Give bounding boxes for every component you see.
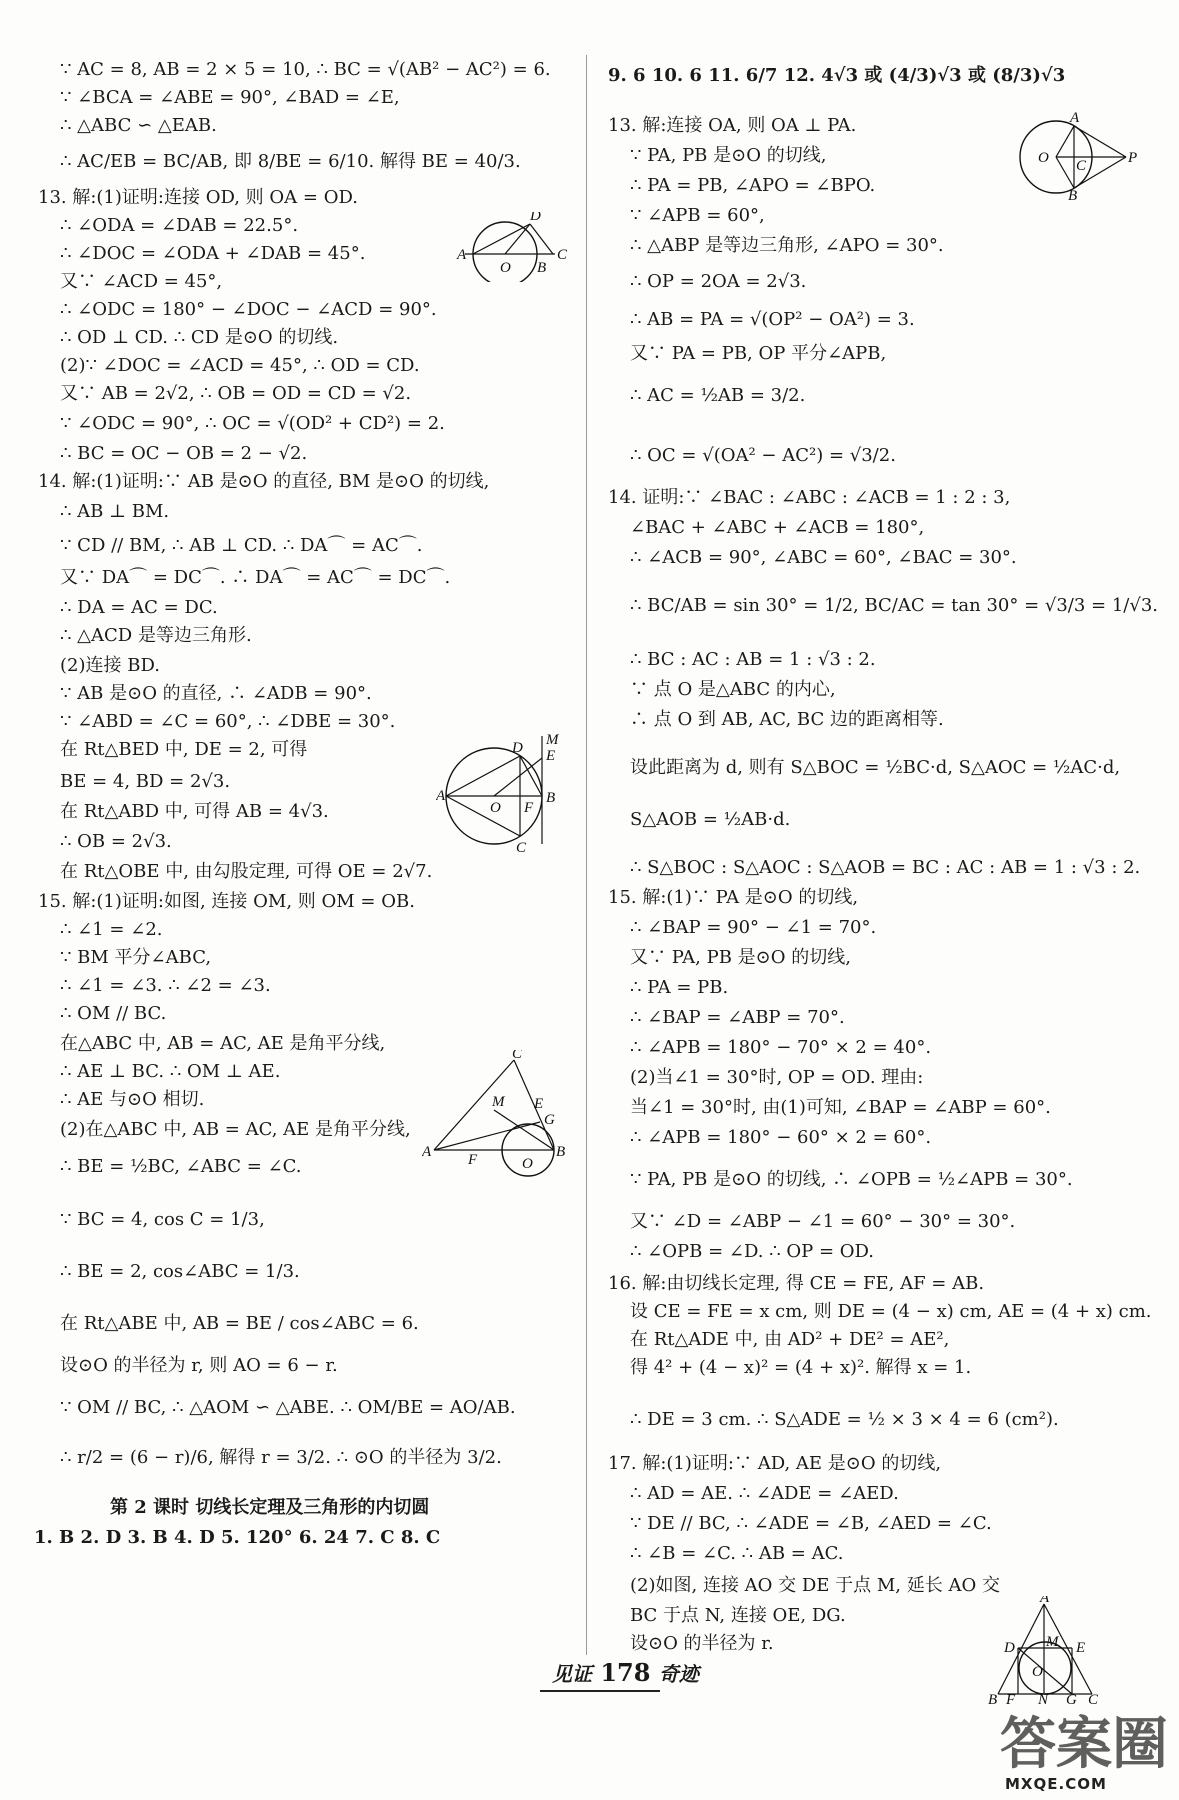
figure-17-right	[988, 1596, 1108, 1710]
text-line: 在 Rt△ADE 中, 由 AD² + DE² = AE²,	[630, 1329, 950, 1350]
figure-label: B	[556, 1144, 566, 1160]
text-line: 在 Rt△BED 中, DE = 2, 可得	[60, 739, 308, 760]
text-line: ∴ ∠APB = 180° − 60° × 2 = 60°.	[630, 1127, 932, 1148]
text-line: ∴ ∠1 = ∠2.	[60, 919, 163, 940]
figure-label: B	[537, 260, 547, 276]
text-line: (2)连接 BD.	[60, 655, 160, 676]
watermark-logo: 答案圈	[1000, 1712, 1168, 1777]
text-line: ∴ AB = PA = √(OP² − OA²) = 3.	[630, 309, 915, 330]
text-line: ∴ ∠DOC = ∠ODA + ∠DAB = 45°.	[60, 243, 366, 264]
text-line: (2)∵ ∠DOC = ∠ACD = 45°, ∴ OD = CD.	[60, 355, 420, 376]
text-line: ∴ ∠1 = ∠3. ∴ ∠2 = ∠3.	[60, 975, 271, 996]
text-line: ∴ AD = AE. ∴ ∠ADE = ∠AED.	[630, 1483, 899, 1504]
text-line: ∴ OM // BC.	[60, 1003, 167, 1024]
text-line: 14. 证明:∵ ∠BAC : ∠ABC : ∠ACB = 1 : 2 : 3,	[608, 487, 1011, 508]
text-line: ∵ AC = 8, AB = 2 × 5 = 10, ∴ BC = √(AB² − AC²) = 6.	[60, 59, 551, 80]
text-line: ∵ BM 平分∠ABC,	[60, 947, 212, 968]
text-line: 当∠1 = 30°时, 由(1)可知, ∠BAP = ∠ABP = 60°.	[630, 1097, 1051, 1118]
figure-label: B	[1068, 188, 1078, 202]
figure-label: G	[544, 1112, 555, 1128]
text-line: 设此距离为 d, 则有 S△BOC = ½BC·d, S△AOC = ½AC·d,	[630, 757, 1121, 778]
text-line: 设 CE = FE = x cm, 则 DE = (4 − x) cm, AE = (4 + x) cm.	[630, 1301, 1152, 1322]
text-line: (2)当∠1 = 30°时, OP = OD. 理由:	[630, 1067, 924, 1088]
text-line: ∵ AB 是⊙O 的直径, ∴ ∠ADB = 90°.	[60, 683, 372, 704]
text-line: ∴ OD ⊥ CD. ∴ CD 是⊙O 的切线.	[60, 327, 339, 348]
figure-label: E	[534, 1096, 544, 1112]
text-line: 13. 解:(1)证明:连接 OD, 则 OA = OD.	[38, 187, 358, 208]
text-line: 16. 解:由切线长定理, 得 CE = FE, AF = AB.	[608, 1273, 985, 1294]
text-line: ∵ ∠ABD = ∠C = 60°, ∴ ∠DBE = 30°.	[60, 711, 396, 732]
page-number: 178	[600, 1658, 651, 1687]
text-line: (2)如图, 连接 AO 交 DE 于点 M, 延长 AO 交	[630, 1575, 1000, 1596]
figure-label: M	[1046, 1634, 1059, 1650]
text-line: ∠BAC + ∠ABC + ∠ACB = 180°,	[630, 517, 925, 538]
text-line: ∴ BC = OC − OB = 2 − √2.	[60, 443, 308, 464]
text-line: ∵ 点 O 是△ABC 的内心,	[630, 679, 836, 700]
text-line: ∵ CD // BM, ∴ AB ⊥ CD. ∴ DA⌒ = AC⌒.	[60, 535, 423, 556]
figure-label: D	[530, 212, 541, 224]
text-line: ∴ PA = PB, ∠APO = ∠BPO.	[630, 175, 876, 196]
figure-label: P	[1128, 150, 1138, 166]
text-line: ∴ S△BOC : S△AOC : S△AOB = BC : AC : AB = 1 : √3 : 2.	[630, 857, 1141, 878]
figure-label: C	[1088, 1692, 1099, 1706]
text-line: 在 Rt△OBE 中, 由勾股定理, 可得 OE = 2√7.	[60, 861, 433, 882]
text-line: 13. 解:连接 OA, 则 OA ⊥ PA.	[608, 115, 857, 136]
figure-label: O	[1038, 150, 1049, 166]
text-line: ∴ OC = √(OA² − AC²) = √3/2.	[630, 445, 896, 466]
figure-label: F	[524, 800, 534, 816]
figure-13-left	[455, 212, 570, 286]
text-line: 14. 解:(1)证明:∵ AB 是⊙O 的直径, BM 是⊙O 的切线,	[38, 471, 490, 492]
figure-label: C	[557, 247, 568, 263]
text-line: 设⊙O 的半径为 r.	[630, 1633, 774, 1654]
text-line: ∴ BE = 2, cos∠ABC = 1/3.	[60, 1261, 300, 1282]
text-line: 在 Rt△ABE 中, AB = BE / cos∠ABC = 6.	[60, 1313, 419, 1334]
figure-label: D	[1004, 1640, 1015, 1656]
figure-label: E	[546, 748, 556, 764]
footer-left: 见证	[552, 1662, 592, 1686]
section-title: 第 2 课时 切线长定理及三角形的内切圆	[110, 1497, 430, 1518]
text-line: 在△ABC 中, AB = AC, AE 是角平分线,	[60, 1033, 386, 1054]
figure-label: G	[1066, 1692, 1077, 1706]
text-line: ∴ 点 O 到 AB, AC, BC 边的距离相等.	[630, 709, 944, 730]
text-line: ∴ AE 与⊙O 相切.	[60, 1089, 205, 1110]
text-line: ∴ △ABC ∽ △EAB.	[60, 115, 217, 136]
figure-label: F	[468, 1152, 478, 1168]
text-line: ∴ ∠BAP = ∠ABP = 70°.	[630, 1007, 845, 1028]
text-line: ∴ OP = 2OA = 2√3.	[630, 271, 807, 292]
figure-label: N	[1038, 1692, 1049, 1706]
text-line: 15. 解:(1)证明:如图, 连接 OM, 则 OM = OB.	[38, 891, 415, 912]
text-line: 又∵ PA, PB 是⊙O 的切线,	[630, 947, 851, 968]
figure-label: B	[988, 1692, 998, 1706]
text-line: ∵ ∠APB = 60°,	[630, 205, 765, 226]
text-line: ∴ △ABP 是等边三角形, ∠APO = 30°.	[630, 235, 944, 256]
text-line: 9. 6 10. 6 11. 6/7 12. 4√3 或 (4/3)√3 或 (8/3)√3	[608, 65, 1066, 86]
mc-answers: 1. B 2. D 3. B 4. D 5. 120° 6. 24 7. C 8. C	[34, 1527, 441, 1548]
watermark-url: MXQE.COM	[1005, 1775, 1107, 1793]
text-line: ∴ AE ⊥ BC. ∴ OM ⊥ AE.	[60, 1061, 281, 1082]
text-line: ∵ OM // BC, ∴ △AOM ∽ △ABE. ∴ OM/BE = AO/AB.	[60, 1397, 516, 1418]
text-line: ∵ DE // BC, ∴ ∠ADE = ∠B, ∠AED = ∠C.	[630, 1513, 992, 1534]
text-line: ∵ PA, PB 是⊙O 的切线, ∴ ∠OPB = ½∠APB = 30°.	[630, 1169, 1073, 1190]
text-line: ∴ BC/AB = sin 30° = 1/2, BC/AC = tan 30° = √3/3 = 1/√3.	[630, 595, 1159, 616]
text-line: ∴ PA = PB.	[630, 977, 729, 998]
figure-label: O	[500, 260, 511, 276]
text-line: 又∵ PA = PB, OP 平分∠APB,	[630, 343, 887, 364]
text-line: ∵ ∠BCA = ∠ABE = 90°, ∠BAD = ∠E,	[60, 87, 400, 108]
text-line: ∴ BE = ½BC, ∠ABC = ∠C.	[60, 1156, 302, 1177]
figure-label: A	[436, 788, 446, 804]
text-line: ∴ ∠B = ∠C. ∴ AB = AC.	[630, 1543, 844, 1564]
text-line: 又∵ DA⌒ = DC⌒. ∴ DA⌒ = AC⌒ = DC⌒.	[60, 567, 451, 588]
text-line: ∴ OB = 2√3.	[60, 831, 172, 852]
text-line: BC 于点 N, 连接 OE, DG.	[630, 1605, 846, 1626]
text-line: ∴ AC = ½AB = 3/2.	[630, 385, 806, 406]
figure-label: A	[457, 247, 467, 263]
figure-label: M	[546, 732, 559, 748]
text-line: ∴ ∠ODC = 180° − ∠DOC − ∠ACD = 90°.	[60, 299, 437, 320]
figure-label: A	[422, 1144, 432, 1160]
figure-label: O	[1032, 1664, 1043, 1680]
text-line: 17. 解:(1)证明:∵ AD, AE 是⊙O 的切线,	[608, 1453, 942, 1474]
text-line: BE = 4, BD = 2√3.	[60, 771, 231, 792]
text-line: ∴ AC/EB = BC/AB, 即 8/BE = 6/10. 解得 BE = 40/3.	[60, 151, 521, 172]
figure-label: E	[1076, 1640, 1086, 1656]
text-line: ∴ DA = AC = DC.	[60, 597, 218, 618]
figure-label: B	[546, 790, 556, 806]
figure-14-left	[436, 726, 566, 860]
text-line: 又∵ ∠ACD = 45°,	[60, 271, 223, 292]
figure-15-left	[422, 1050, 572, 1184]
text-line: ∴ △ACD 是等边三角形.	[60, 625, 252, 646]
text-line: ∴ ∠APB = 180° − 70° × 2 = 40°.	[630, 1037, 932, 1058]
figure-label: D	[512, 740, 523, 756]
text-line: ∴ ∠BAP = 90° − ∠1 = 70°.	[630, 917, 877, 938]
figure-label: C	[512, 1050, 523, 1062]
text-line: 在 Rt△ABD 中, 可得 AB = 4√3.	[60, 801, 329, 822]
figure-label: C	[516, 840, 527, 856]
footer-right: 奇迹	[658, 1662, 699, 1686]
figure-label: C	[1076, 158, 1087, 174]
figure-label: A	[1040, 1596, 1050, 1606]
text-line: ∵ PA, PB 是⊙O 的切线,	[630, 145, 827, 166]
text-line: ∴ BC : AC : AB = 1 : √3 : 2.	[630, 649, 876, 670]
figure-label: F	[1006, 1692, 1016, 1706]
text-line: 15. 解:(1)∵ PA 是⊙O 的切线,	[608, 887, 859, 908]
text-line: 又∵ ∠D = ∠ABP − ∠1 = 60° − 30° = 30°.	[630, 1211, 1016, 1232]
text-line: ∴ DE = 3 cm. ∴ S△ADE = ½ × 3 × 4 = 6 (cm²).	[630, 1409, 1059, 1430]
text-line: S△AOB = ½AB·d.	[630, 809, 791, 830]
text-line: 设⊙O 的半径为 r, 则 AO = 6 − r.	[60, 1355, 338, 1376]
footer-rule	[540, 1690, 660, 1692]
text-line: ∴ AB ⊥ BM.	[60, 501, 170, 522]
text-line: (2)在△ABC 中, AB = AC, AE 是角平分线,	[60, 1119, 411, 1140]
figure-13-right	[1008, 112, 1138, 206]
text-line: ∴ ∠ACB = 90°, ∠ABC = 60°, ∠BAC = 30°.	[630, 547, 1017, 568]
figure-label: A	[1070, 112, 1080, 126]
figure-label: O	[522, 1156, 533, 1172]
text-line: ∴ r/2 = (6 − r)/6, 解得 r = 3/2. ∴ ⊙O 的半径为 3/2.	[60, 1447, 502, 1468]
text-line: ∴ ∠OPB = ∠D. ∴ OP = OD.	[630, 1241, 875, 1262]
text-line: 得 4² + (4 − x)² = (4 + x)². 解得 x = 1.	[630, 1357, 972, 1378]
column-divider	[586, 55, 587, 1655]
text-line: ∵ ∠ODC = 90°, ∴ OC = √(OD² + CD²) = 2.	[60, 413, 445, 434]
figure-label: M	[492, 1094, 505, 1110]
figure-label: O	[490, 800, 501, 816]
text-line: 又∵ AB = 2√2, ∴ OB = OD = CD = √2.	[60, 383, 412, 404]
text-line: ∴ ∠ODA = ∠DAB = 22.5°.	[60, 215, 299, 236]
page-footer	[552, 1658, 699, 1687]
text-line: ∵ BC = 4, cos C = 1/3,	[60, 1209, 265, 1230]
